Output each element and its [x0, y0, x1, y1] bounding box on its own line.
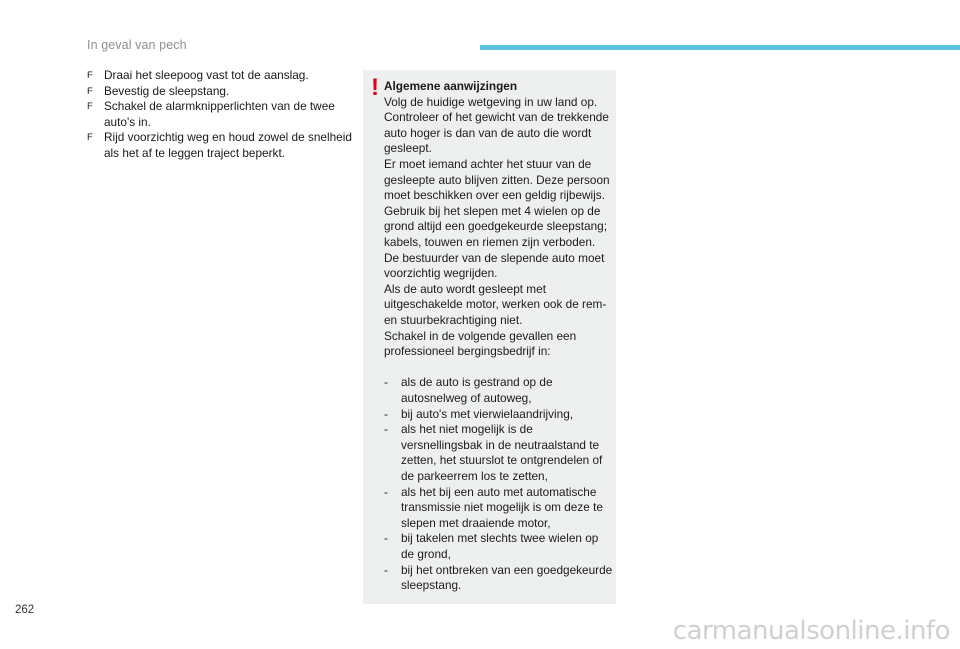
section-header: In geval van pech — [87, 38, 187, 52]
warning-paragraph: De bestuurder van de slepende auto moet voorzichtig wegrijden. — [384, 250, 605, 281]
dash-marker: - — [384, 562, 388, 577]
list-item — [384, 531, 614, 562]
step-text: Draai het sleepoog vast tot de aanslag. — [104, 68, 309, 82]
warning-paragraph: Er moet iemand achter het stuur van de gesleepte auto blijven zitten. Deze persoon moet beschikken over een geldig rijbewijs. — [384, 156, 610, 203]
warning-body — [384, 95, 614, 360]
list-item — [87, 99, 357, 130]
warning-case-list — [384, 375, 614, 593]
square-bullet-icon: F — [87, 132, 93, 144]
header-accent-bar — [480, 45, 960, 50]
step-text: Bevestig de sleepstang. — [104, 83, 230, 98]
list-item — [384, 375, 614, 406]
list-item — [384, 563, 614, 594]
dash-marker: - — [384, 484, 388, 499]
square-bullet-icon: F — [87, 70, 93, 81]
case-text: als de auto is gestrand op de autosnelweg of autoweg, — [401, 375, 553, 405]
warning-paragraph: Als de auto wordt gesleept met uitgeschakelde motor, werken ook de rem- en stuurbekrachtiging niet. — [384, 281, 607, 327]
case-text: als het bij een auto met automatische transmissie niet mogelijk is om deze te slepen met draaiende motor, — [401, 484, 603, 530]
warning-paragraph: Gebruik bij het slepen met 4 wielen op de grond altijd een goedgekeurde sleepstang; kabels, touwen en riemen zijn verboden. — [384, 203, 608, 249]
case-text: bij het ontbreken van een goedgekeurde sleepstang. — [401, 562, 613, 593]
list-item — [87, 130, 357, 161]
dash-marker: - — [384, 422, 388, 437]
list-item — [384, 485, 614, 532]
dash-marker: - — [384, 406, 388, 421]
instruction-steps — [87, 68, 357, 162]
list-item — [384, 422, 614, 484]
square-bullet-icon: F — [87, 101, 93, 113]
case-text: bij takelen met slechts twee wielen op de grond, — [401, 531, 599, 561]
warning-title: Algemene aanwijzingen — [384, 79, 518, 93]
watermark-logo: carmanualsonline.info — [672, 616, 950, 646]
step-text: Rijd voorzichtig weg en houd zowel de snelheid als het af te leggen traject beperkt. — [104, 130, 352, 160]
case-text: als het niet mogelijk is de versnellingsbak in de neutraalstand te zetten, het stuurslot te ontgrendelen of de parkeerrem los te zetten, — [401, 422, 603, 483]
warning-paragraph: Controleer of het gewicht van de trekkende auto hoger is dan van de auto die wordt gesleept. — [384, 110, 609, 156]
warning-paragraph: Schakel in de volgende gevallen een professioneel bergingsbedrijf in: — [384, 328, 577, 359]
list-item — [87, 68, 357, 84]
page-number: 262 — [15, 604, 35, 616]
dash-marker: - — [384, 375, 388, 390]
exclamation-warning-icon: ! — [371, 74, 379, 101]
list-item — [384, 407, 614, 423]
list-item — [87, 84, 357, 100]
warning-paragraph: Volg de huidige wetgeving in uw land op. — [384, 94, 598, 109]
warning-panel — [363, 70, 616, 604]
dash-marker: - — [384, 531, 388, 546]
square-bullet-icon: F — [87, 85, 93, 97]
step-text: Schakel de alarmknipperlichten van de twee auto's in. — [104, 99, 335, 129]
case-text: bij auto's met vierwielaandrijving, — [401, 406, 574, 421]
